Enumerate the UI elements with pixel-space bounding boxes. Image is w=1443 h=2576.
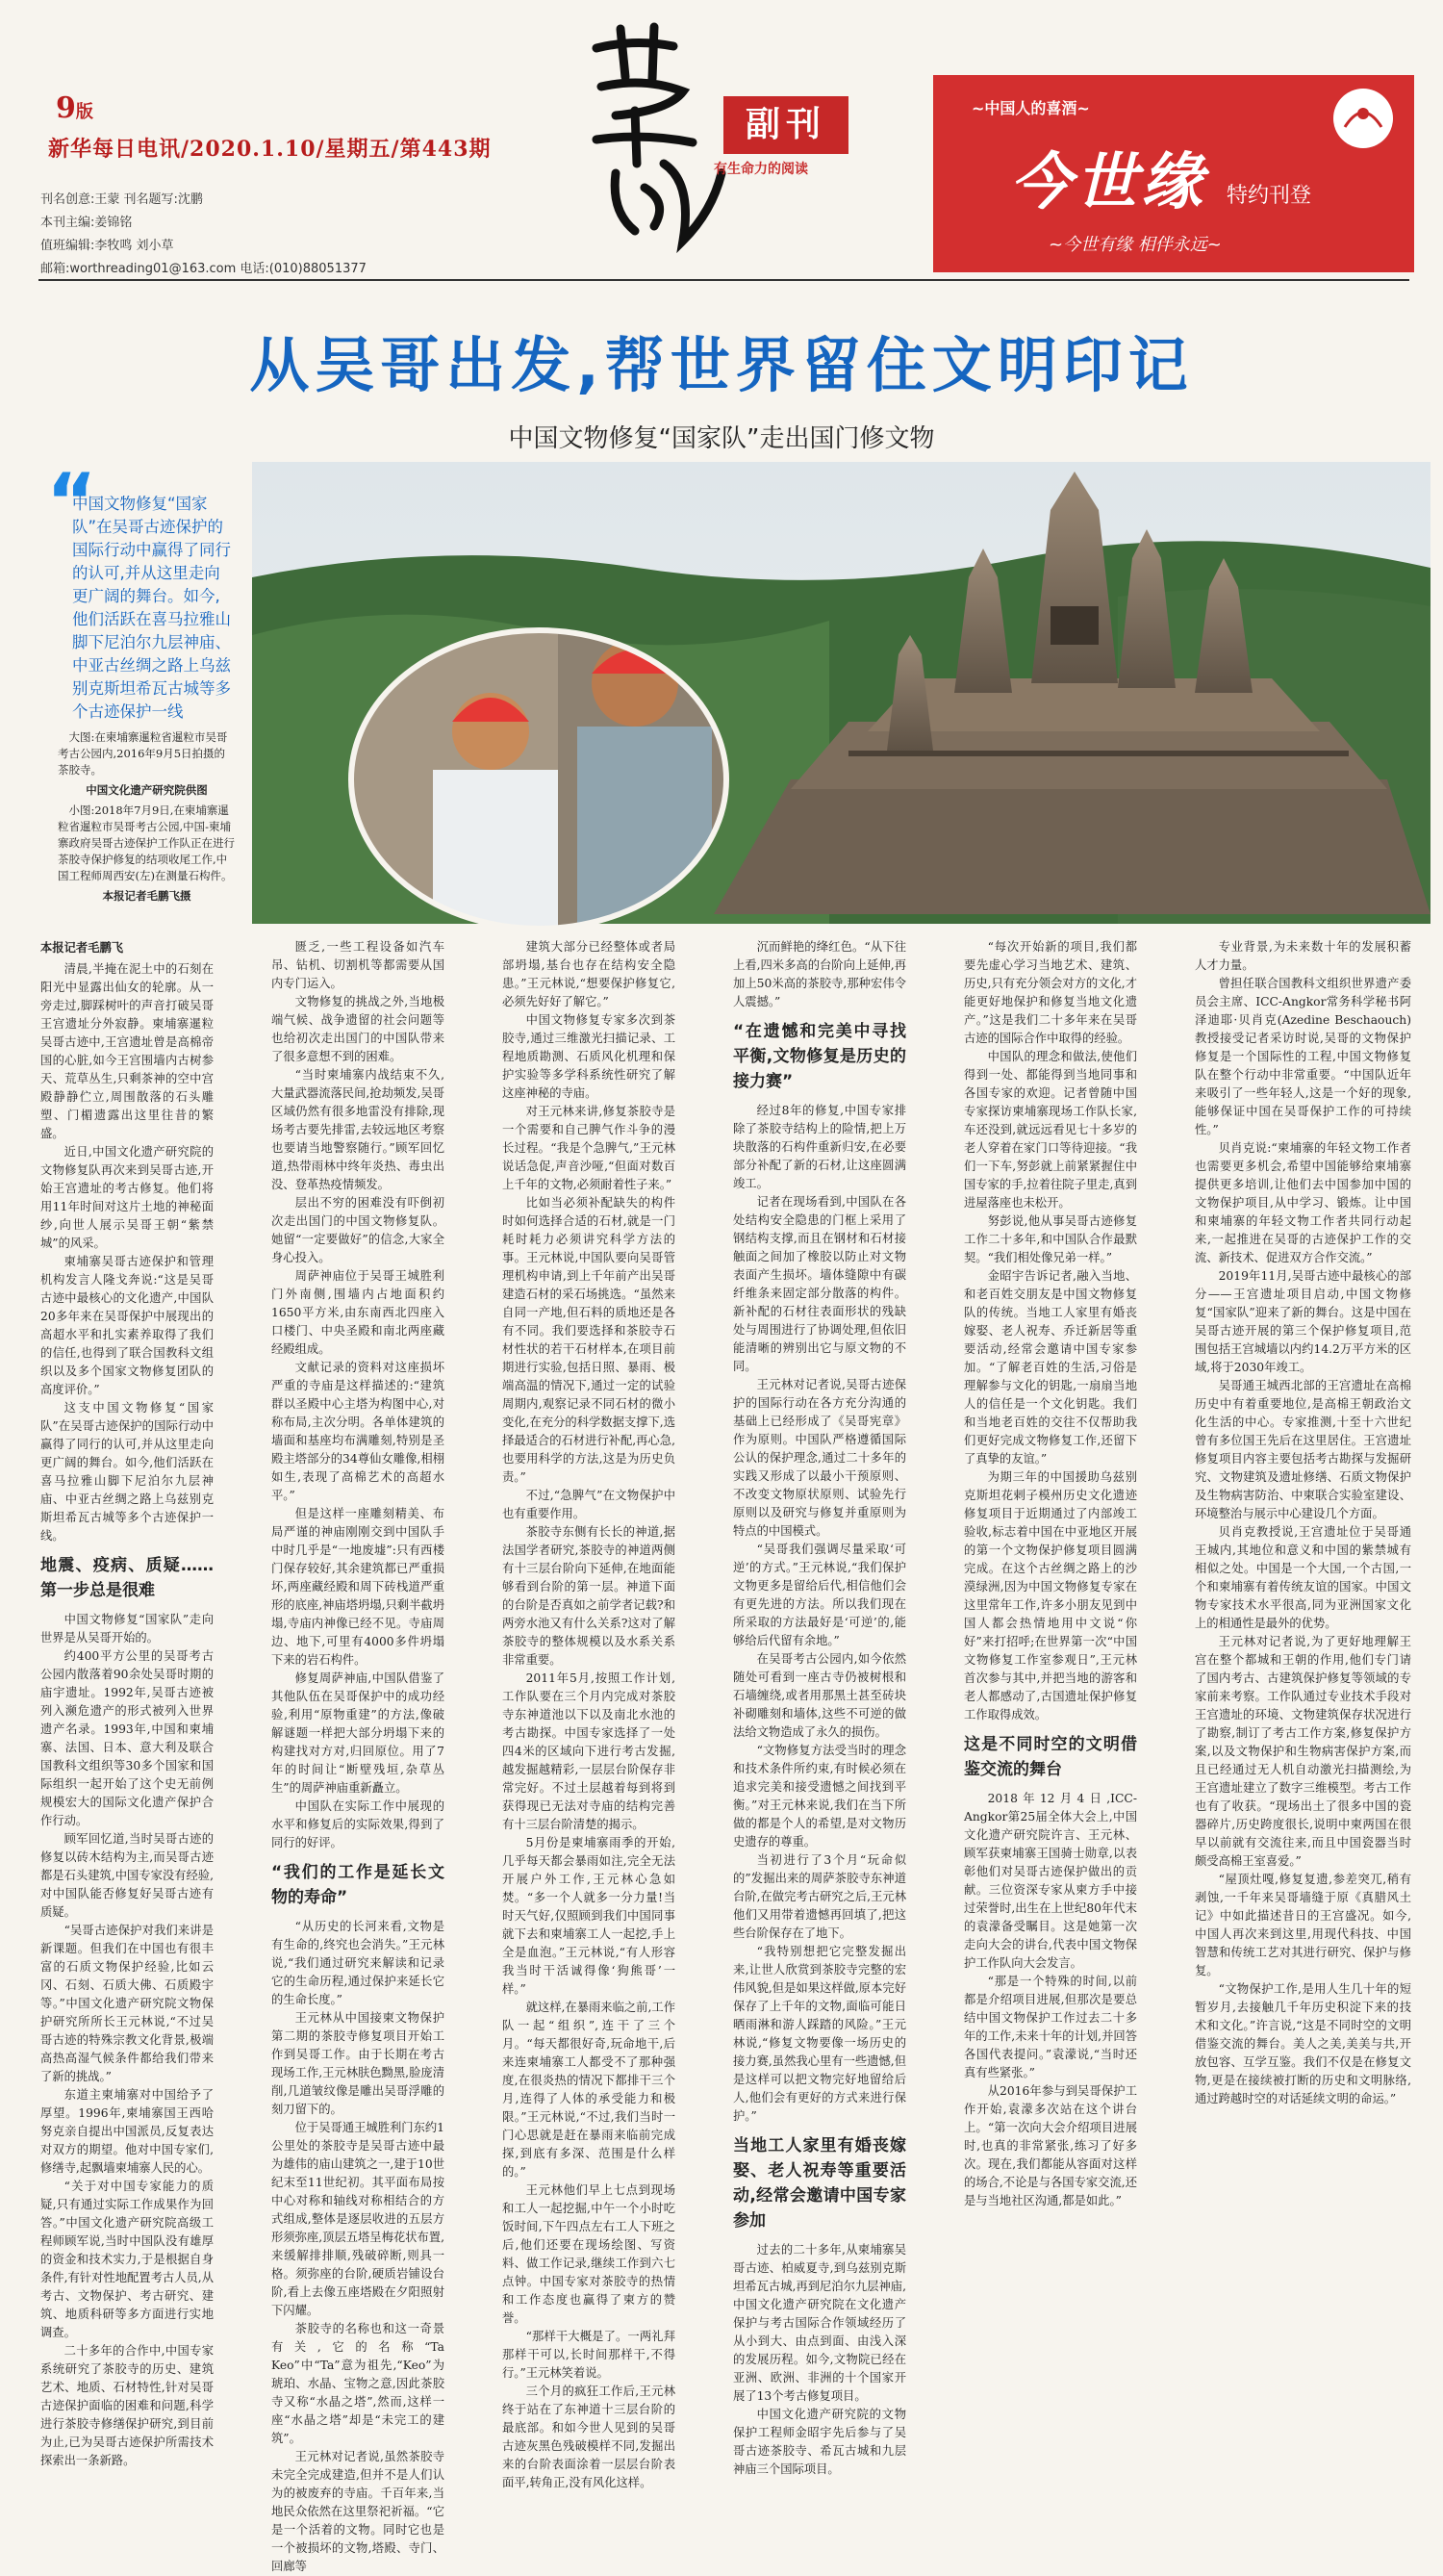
paragraph: 茶胶寺东侧有长长的神道,据法国学者研究,茶胶寺的神道两侧有十三层台阶向下延伸,在地面能够看到台阶的第一层。神道下面的台阶是否真如之前学者记载?和两旁水池又有什么关系?这对了解茶胶寺的整体规模以及水系关系非常重要。 [502,1525,675,1667]
caption-inset: 小图:2018年7月9日,在柬埔寨暹粒省暹粒市吴哥考古公园,中国-柬埔寨政府吴哥古迹保护工作队正在进行茶胶寺保护修复的结项收尾工作,中国工程师周西安(左)在测量石构件。 [58,803,235,882]
paragraph: 这支中国文物修复“国家队”在吴哥古迹保护的国际行动中赢得了同行的认可,并从这里走向更广阔的舞台。如今,他们活跃在喜马拉雅山脚下尼泊尔九层神庙、中亚古丝绸之路上乌兹别克斯坦希瓦古城等多个古迹保护一线。 [40,1401,214,1543]
paragraph: 约400平方公里的吴哥考古公园内散落着90余处吴哥时期的庙宇遗址。1992年,吴哥古迹被列入濒危遗产的形式被列入世界遗产名录。1993年,中国和柬埔寨、法国、日本、意大利及联合国教科文组织等30多个国家和国际组织一起开始了这个史无前例规模宏大的国际文化遗产保护合作行动。 [40,1649,214,1827]
paragraph: 2018年12月4日,ICC-Angkor第25届全体大会上,中国文化遗产研究院许言、王元林、顾军获柬埔寨王国骑士勋章,以表彰他们对吴哥古迹保护做出的贡献。三位资深专家从柬方手中接过荣誉时,出生在上世纪80年代末的袁濛备受瞩目。这是她第一次走向大会的讲台,代表中国文物保护工作队向大会发言。 [964,1792,1137,1970]
paragraph: 2011年5月,按照工作计划,工作队要在三个月内完成对茶胶寺东神道池以下以及南北水池的考古勘探。中国专家选择了一处四4米的区域向下进行考古发掘,越发掘越精彩,一层层台阶保存非常完好。不过土层越着每到将到获得现已无法对寺庙的结构完善有十三层台阶清楚的揭示。 [502,1671,675,1831]
paragraph: 努彭说,他从事吴哥古迹修复工作二十多年,和中国队合作最默契。“我们相处像兄弟一样。” [964,1214,1137,1264]
paragraph: 茶胶寺的名称也和这一奇景有关,它的名称“Ta Keo”中“Ta”意为祖先,“Keo”为琥珀、水晶、宝物之意,因此茶胶寺又称“水晶之塔”,然而,这样一座“水晶之塔”却是“未完工的建筑”。 [271,2322,444,2445]
paragraph: 修复周萨神庙,中国队借鉴了其他队伍在吴哥保护中的成功经验,利用“原物重建”的方法,像破解谜题一样把大部分坍塌下来的构建找对方对,归回原位。用了7年的时间让“断壁残垣,杂草丛生”的周萨神庙重新矗立。 [271,1671,444,1795]
paragraph: 柬埔寨吴哥古迹保护和管理机构发言人隆戈奔说:“这是吴哥古迹中最核心的文化遗产,中国队20多年来在吴哥保护中展现出的高超水平和扎实素养取得了我们的信任,也得到了联合国教科文组织以及多个国家文物修复团队的高度评价。” [40,1255,214,1396]
col2-paras [271,938,444,1852]
sponsor-ad [933,75,1414,272]
section-heading: “在遗憾和完美中寻找平衡,文物修复是历史的接力赛” [733,1022,906,1091]
paragraph: 对王元林来讲,修复茶胶寺是一个需要和自己脾气作斗争的漫长过程。“我是个急脾气,”王元林说话急促,声音沙哑,“但面对数百上千年的文物,必须耐着性子来。” [502,1105,675,1191]
ad-top-text: ~中国人的喜酒~ [972,99,1090,117]
col3-paras [502,938,675,2492]
paragraph: 二十多年的合作中,中国专家系统研究了茶胶寺的历史、建筑艺术、地质、石材特性,针对吴哥古迹保护面临的困难和问题,科学进行茶胶寺修缮保护研究,到目前为止,已为吴哥古迹保护所需技术探索出一条新路。 [40,2344,214,2467]
inset-photo-workers [346,625,731,933]
col1-paras [40,960,214,1545]
paragraph: 近日,中国文化遗产研究院的文物修复队再次来到吴哥古迹,开始王宫遗址的考古修复。他们将用11年时间对这片土地的神秘面纱,向世人展示吴哥王朝“紫禁城”的风采。 [40,1145,214,1250]
byline: 本报记者毛鹏飞 [40,940,124,955]
caption-photographer: 本报记者毛鹏飞摄 [102,889,191,903]
paragraph: 周萨神庙位于吴哥王城胜利门外南侧,围墙内占地面积约1650平方米,由东南西北四座入口楼门、中央圣殿和南北两座藏经殿组成。 [271,1269,444,1356]
paragraph: 就这样,在暴雨来临之前,工作队一起“组织”,连干了三个月。“每天都很好奇,玩命地干,后来连柬埔寨工人都受不了那种强度,在很炎热的情况下都排干三个月,连得了人体的承受能力和极限。”王元林说,“不过,我们当时一门心思就是赶在暴雨来临前完成探,到底有多深、范围是什么样的。” [502,2001,675,2179]
ad-brand: 今世缘 [1010,146,1206,218]
paragraph: 专业背景,为未来数十年的发展积蓄人才力量。 [1195,940,1411,972]
headline: 从吴哥出发,帮世界留住文明印记 [249,330,1194,400]
paragraph: “文物保护工作,是用人生几十年的短暂岁月,去接触几千年历史积淀下来的技术和文化。”许言说,“这是不同时空的文明借鉴交流的舞台。美人之美,美美与共,开放包容、互学互鉴。我们不仅是在修复文物,更是在接续被打断的历史和文明脉络,通过跨越时空的对话延续文明的命运。” [1195,1982,1411,2105]
col2-paras-after [271,1918,444,2576]
editors-line: 刊名创意:王蒙 刊名题写:沈鹏 [40,192,203,207]
paragraph: “屋顶灶嘎,修复复遗,参差突兀,稍有剥蚀,一千年来吴哥墙缝于原《真腊风土记》中如此描述昔日的王宫盛况。如今,中国人再次来到这里,用现代科技、中国智慧和传统工艺对其进行研究、保护与修复。 [1195,1873,1411,1977]
article-column-5 [964,938,1137,2207]
paragraph: 文献记录的资料对这座损坏严重的寺庙是这样描述的:“建筑群以圣殿中心主塔为构图中心,对称布局,主次分明。各单体建筑的墙面和基座均布满雕刻,特别是圣殿主塔部分的34尊仙女雕像,相栩如生,表现了高棉艺术的高超水平。” [271,1361,444,1502]
paragraph: 贝肖克教授说,王宫遗址位于吴哥通王城内,其地位和意义和中国的紫禁城有相似之处。中国是一个大国,一个古国,一个和柬埔寨有着传统友谊的国家。中国文物专家技术水平很高,同为亚洲国家文化上的相通性是最外的优势。 [1195,1525,1411,1630]
paragraph: 从2016年参与到吴哥保护工作开始,袁濛多次站在这个讲台上。“第一次向大会介绍项目进展时,也真的非常紧张,练习了好多次。现在,我们都能从容面对这样的场合,不论是与各国专家交流,还是与当地社区沟通,都是如此。” [964,2084,1137,2207]
paragraph: 在吴哥考古公园内,如今依然随处可看到一座古寺仍被树根和石墙缠绕,或者用那黑土甚至砖块补砌雕刻和墙体,这些不可逆的做法给文物造成了永久的损伤。 [733,1652,906,1739]
paragraph: “从历史的长河来看,文物是有生命的,终究也会消失。”王元林说,“我们通过研究来解读和记录它的生命历程,通过保护来延长它的生命长度。” [271,1920,444,2006]
paragraph: 吴哥通王城西北部的王宫遗址在高棉历史中有着重要地位,是高棉王朝政治文化生活的中心。专家推测,十至十六世纪曾有多位国王先后在这里居住。王宫遗址修复项目内容主要包括考古勘探与发掘研究、文物建筑及遗址修缮、石质文物保护及生物病害防治、中柬联合实验室建设、环境整治与展示中心建设几个方面。 [1195,1379,1411,1520]
paragraph: “我特别想把它完整发掘出来,让世人欣赏到茶胶寺完整的宏伟风貌,但是如果这样做,原本完好保存了上千年的文物,面临可能日晒雨淋和游人踩踏的风险。”王元林说,“修复文物要像一场历史的接力赛,虽然我心里有一些遗憾,但是这样可以把文物完好地留给后人,他们会有更好的方式来进行保护。” [733,1945,906,2123]
ad-logo-icon [1333,89,1393,148]
paragraph: “那样干大概是了。一两礼拜那样干可以,长时间那样干,不得行。”王元林笑着说。 [502,2330,675,2380]
article-column-4 [733,938,906,2476]
paragraph: 5月份是柬埔寨雨季的开始,几乎每天都会暴雨如注,完全无法开展户外工作,王元林心急如焚。“多一个人就多一分力量!当时天气好,仅照顾到我们中国同事就下去和柬埔寨工人一起挖,手上全是血泡。”王元林说,“有人形容我当时干活诚得像‘狗熊哥’一样。” [502,1836,675,1996]
paragraph: 沉而鲜艳的绛红色。“从下往上看,四米多高的台阶向上延伸,再加上50米高的茶胶寺,那种宏伟令人震撼。” [733,940,906,1008]
pull-quote: 中国文物修复“国家队”在吴哥古迹保护的国际行动中赢得了同行的认可,并从这里走向更广阔的舞台。如今,他们活跃在喜马拉雅山脚下尼泊尔九层神庙、中亚古丝绸之路上乌兹别克斯坦希瓦古城等多个古迹保护一线 [72,495,231,721]
col4-paras-after2 [733,2241,906,2479]
paragraph: 金昭宇告诉记者,融入当地、和老百姓交朋友是中国文物修复队的传统。当地工人家里有婚丧嫁娶、老人祝寿、乔迁新居等重要活动,经常会邀请中国专家参加。“了解老百姓的生活,习俗是理解参与文化的钥匙,一扇扇当地人的信任是一个文化钥匙。我们和当地老百姓的交往不仅帮助我们更好完成文物修复工作,还留下了真挚的友谊。” [964,1269,1137,1466]
paragraph: 当初进行了3个月“玩命似的”发掘出来的周萨茶胶寺东神道台阶,在做完考古研究之后,王元林他们又用带着遗憾再回填了,把这些台阶保存在了地下。 [733,1853,906,1940]
col4-paras [733,938,906,1011]
article-column-6 [1195,938,1411,2105]
page-number: 9版 [56,91,93,125]
paragraph: 文物修复的挑战之外,当地极端气候、战争遗留的社会问题等也给初次走出国门的中国队带来了很多意想不到的困难。 [271,995,444,1063]
paragraph: 曾担任联合国教科文组织世界遗产委员会主席、ICC-Angkor常务科学秘书阿泽迪耶·贝肖克(Azedine Beschaouch)教授接受记者采访时说,吴哥的文物保护修复是一个国际性的工程,中国文物修复队在整个行动中非常重要。“中国队近年来吸引了一些年轻人,这是一个好的现象,能够保证中国在吴哥保护工作的可持续性。” [1195,977,1411,1136]
supplement-tagline: 有生命力的阅读 [714,162,808,177]
paragraph: 王元林他们早上七点到现场和工人一起挖掘,中午一个小时吃饭时间,下午四点左右工人下班之后,他们还要在现场绘图、写资料、做工作记录,继续工作到六七点钟。中国专家对茶胶寺的热情和工作态度也赢得了柬方的赞誉。 [502,2183,675,2325]
photo-captions [58,729,236,908]
ad-brand-note: 特约刊登 [1227,184,1312,208]
paragraph: “文物修复方法受当时的理念和技术条件所约束,有时候必须在追求完美和接受遗憾之间找到平衡。”对王元林来说,我们在当下所做的都是个人的希望,是对文物历史遗存的尊重。 [733,1744,906,1849]
paragraph: 过去的二十多年,从柬埔寨吴哥古迹、柏威夏寺,到乌兹别克斯坦希瓦古城,再到尼泊尔九层神庙,中国文化遗产研究院在文化遗产保护与考古国际合作领域经历了从小到大、由点到面、由浅入深的发展历程。如今,文物院已经在亚洲、欧洲、非洲的十个国家开展了13个考古修复项目。 [733,2243,906,2403]
section-heading: 地震、疫病、质疑……第一步总是很难 [40,1556,214,1600]
paragraph: 经过8年的修复,中国专家排除了茶胶寺结构上的险情,把上万块散落的石构件重新归安,在必要部分补配了新的石材,让这座圆满竣工。 [733,1104,906,1190]
col4-paras-after [733,1102,906,2126]
article-column-1 [40,938,214,2467]
paragraph: 位于吴哥通王城胜利门东约1公里处的茶胶寺是吴哥古迹中最为雄伟的庙山建筑之一,建于10世纪末至11世纪初。其平面布局按中心对称和轴线对称相结合的方式组成,整体是逐层收进的五层方形须弥座,顶层五塔呈梅花状布置,来缓解排排顺,残破碎断,则具一格。须弥座的台阶,硬质岩铺设台阶,看上去像五座塔殿在夕阳照射下闪耀。 [271,2121,444,2317]
col5-paras-after [964,1790,1137,2210]
supplement-label: 副刊 [723,96,848,154]
quote-mark-icon: “ [46,457,97,547]
paragraph: 但是这样一座雕刻精美、布局严谨的神庙刚刚交到中国队手中时几乎是“一地废墟”:只有西楼门保存较好,其余建筑都已严重损坏,两座藏经殿和周下砖栈道严重形的底座,神庙塔坍塌,只剩半截坍塌,寺庙内神像已经不见。寺庙周边、地下,可里有4000多件坍塌下来的岩石构件。 [271,1507,444,1667]
paragraph: 为期三年的中国援助乌兹别克斯坦花剌子模州历史文化遗迹修复项目于近期通过了内部竣工验收,标志着中国在中亚地区开展的第一个文物保护修复项目圆满完成。在这个古丝绸之路上的沙漠绿洲,因为中国文物修复专家在这里常年工作,许多小朋友见到中国人都会热情地用中文说“你好”来打招呼;在世界第一次“中国文物修复工作室参观日”,王元林首次参与其中,并把当地的游客和老人都感动了,古国遗址保护修复工作取得成效。 [964,1470,1137,1722]
col5-paras [964,938,1137,1724]
paragraph: 不过,“急脾气”在文物保护中也有重要作用。 [502,1489,675,1520]
paragraph: “吴哥我们强调尽量采取‘可逆’的方式。”王元林说,“我们保护文物更多是留给后代,相信他们会有更先进的方法。所以我们现在所采取的方法最好是‘可逆’的,能够给后代留有余地。” [733,1543,906,1647]
paragraph: 王元林从中国接柬文物保护第二期的茶胶寺修复项目开始工作到吴哥工作。由于长期在考古现场工作,王元林肤色黝黑,脸庞清削,几道皱纹像是雕出吴哥浮雕的刻刀留下的。 [271,2011,444,2116]
section-heading: 当地工人家里有婚丧嫁娶、老人祝寿等重要活动,经常会邀请中国专家参加 [733,2136,906,2231]
paragraph: 王元林对记者说,为了更好地理解王宫在整个都城和王朝的作用,他们专门请了国内考古、古建筑保护修复等领域的专家前来考察。工作队通过专业技术手段对王宫遗址的环境、文物建筑保存状况进行了勘察,制订了考古工作方案,修复保护方案,以及文物保护和生物病害保护方案,而且已经通过无人机自动激光扫描测绘,为王宫遗址建立了数字三维模型。考古工作也有了收获。“现场出土了很多中国的瓷器碎片,历史跨度很长,说明中柬两国在很早以前就有交流往来,而且中国瓷器当时颇受高棉王室喜爱。” [1195,1635,1411,1868]
caption-credit: 中国文化遗产研究院供图 [86,783,208,797]
paragraph: 记者在现场看到,中国队在各处结构安全隐患的门框上采用了钢结构支撑,而且在钢材和石材接触面之间加了橡胶以防止对文物表面产生损坏。墙体缝隙中有碳纤维条来固定部分散落的构件。新补配的石材往表面形状的残缺处与周围进行了协调处理,但依旧能清晰的辨别出它与原文物的不同。 [733,1195,906,1373]
contact-line: 邮箱:worthreading01@163.com 电话:(010)88051377 [40,262,367,276]
paragraph: 中国队在实际工作中展现的水平和修复后的实际效果,得到了同行的好评。 [271,1799,444,1849]
paragraph: 三个月的疯狂工作后,王元林终于站在了东神道十三层台阶的最底部。和如今世人见到的吴哥古迹灰黑色残破模样不同,发掘出来的台阶表面涂着一层层台阶表面平,转角正,没有风化这样。 [502,2385,675,2489]
ad-slogan: ~今世有缘 相伴永远~ [1049,235,1222,255]
paragraph: “关于对中国专家能力的质疑,只有通过实际工作成果作为回答。”中国文化遗产研究院高级工程师顾军说,当时中国队没有雄厚的资金和技术实力,于是根据自身条件,有针对性地配置考古人员,从考古、文物保护、考古研究、建筑、地质科研等多方面进行实地调查。 [40,2180,214,2339]
paragraph: 比如当必须补配缺失的构件时如何选择合适的石材,就是一门耗时耗力必须讲究科学方法的事。王元林说,中国队要向吴哥管理机构申请,到上千年前产出吴哥建造石材的采石场挑选。“虽然来自同一产地,但石料的质地还是各有不同。我们要选择和茶胶寺石材性状的若干石材样本,在项目前期进行实验,包括日照、暴雨、极端高温的情况下,通过一定的试验周期内,观察记录不同石材的微小变化,在充分的科学数据支撑下,选择最适合的石材进行补配,再心急,也要用科学的方法,这是为历史负责。” [502,1196,675,1484]
article-column-2 [271,938,444,2573]
paragraph: 2019年11月,吴哥古迹中最核心的部分——王宫遗址项目启动,中国文物修复“国家队”迎来了新的舞台。这是中国在吴哥古迹开展的第三个保护修复项目,范围包括王宫城墙以内约14.2万平方米的区域,将于2030年竣工。 [1195,1269,1411,1374]
svg-text:草地: 草地 [596,255,598,256]
dateline: 新华每日电讯/2020.1.10/星期五/第443期 [48,137,492,162]
paragraph: 匮乏,一些工程设备如汽车吊、钻机、切割机等都需要从国内专门运入。 [271,940,444,990]
section-heading: 这是不同时空的文明借鉴交流的舞台 [964,1735,1137,1779]
paragraph: “吴哥古迹保护对我们来讲是新课题。但我们在中国也有很丰富的石质文物保护经验,比如云冈、石刻、石质大佛、石质殿宇等。”中国文化遗产研究院文物保护研究所所长王元林说,“不过吴哥古迹的特殊宗教文化背景,极端高热高湿气候条件都给我们带来了新的挑战。” [40,1924,214,2083]
paragraph: “当时柬埔寨内战结束不久,大量武器流落民间,抢劫频发,吴哥区域仍然有很多地雷没有排除,现场考古要先排雷,去较远地区考察也要请当地警察随行。”顾军回忆道,热带雨林中终年炎热、毒虫出没、登革热疫情频发。 [271,1068,444,1191]
paragraph: 王元林对记者说,虽然茶胶寺未完全完成建造,但并不是人们认为的被废弃的寺庙。千百年来,当地民众依然在这里祭祀祈福。“它是一个活着的文物。同时它也是一个被损坏的文物,塔殿、寺门、回廊等 [271,2450,444,2573]
paragraph: 中国文物修复专家多次到茶胶寺,通过三维激光扫描记录、工程地质勘测、石质风化机理和保护实验等多学科系统性研究了解这座神秘的寺庙。 [502,1013,675,1100]
paragraph: 清晨,半掩在泥土中的石刻在阳光中显露出仙女的轮廓。从一旁走过,脚踩树叶的声音打破吴哥王宫遗址分外寂静。柬埔寨暹粒吴哥古迹中,王宫遗址曾是高棉帝国的心脏,如今王宫围墙内古树参天、荒草丛生,只剩茶神的空中宫殿静静伫立,周围散落的石头雕塑、门楣遗露出这里往昔的繁盛。 [40,962,214,1140]
paragraph: “那是一个特殊的时间,以前都是介绍项目进展,但那次是要总结中国文物保护工作过去二十多年的工作,未来十年的计划,并回答各国代表提问。”袁濛说,“当时还真有些紧张。” [964,1975,1137,2079]
paragraph: 王元林对记者说,吴哥古迹保护的国际行动在各方充分沟通的基础上已经形成了《吴哥宪章》作为原则。中国队严格遵循国际公认的保护理念,通过二十多年的实践又形成了以最小干预原则、不改变文物原状原则、试验先行原则以及研究与修复并重原则为特点的中国模式。 [733,1378,906,1538]
col1-paras-after [40,1611,214,2470]
duty-editor-line: 值班编辑:李牧鸣 刘小草 [40,239,174,253]
masthead-rule [38,279,1409,281]
paragraph: 贝肖克说:“柬埔寨的年轻文物工作者也需要更多机会,希望中国能够给柬埔寨提供更多培训,让他们去中国参加中国的文物保护项目,从中学习、锻炼。让中国和柬埔寨的年轻文物工作者共同行动起来,一起推进在吴哥的古迹保护工作的交流、新技术、促进双方合作交流。” [1195,1141,1411,1264]
subheadline: 中国文物修复“国家队”走出国门修文物 [508,424,935,453]
paragraph: 东道主柬埔寨对中国给予了厚望。1996年,柬埔寨国王西哈努克亲自提出中国派员,反复表达对双方的期望。他对中国专家们,修缮寺,起飘墙柬埔寨人民的心。 [40,2088,214,2175]
paragraph: 中国队的理念和做法,使他们得到一处、都能得到当地同事和各国专家的欢迎。记者曾随中国专家探访柬埔寨现场工作队长家,车还没到,就远远看见七十多岁的老人穿着在家门口等待迎接。“我们一下车,努彭就上前紧紧握住中国专家的手,拉着往院子里走,真到进屋落座也未松开。 [964,1050,1137,1210]
caption-main: 大图:在柬埔寨暹粒省暹粒市吴哥考古公园内,2016年9月5日拍摄的茶胶寺。 [58,730,228,777]
col6-paras [1195,938,1411,2108]
article-column-3 [502,938,675,2489]
section-heading: “我们的工作是延长文物的寿命” [271,1863,444,1907]
paragraph: “每次开始新的项目,我们都要先虚心学习当地艺术、建筑、历史,只有充分领会对方的文化,才能更好地保护和修复当地文化遗产。”这是我们二十多年来在吴哥古迹的国际合作中取得的经验。 [964,940,1137,1045]
paragraph: 中国文物修复“国家队”走向世界是从吴哥开始的。 [40,1613,214,1645]
paragraph: 层出不穷的困难没有吓倒初次走出国门的中国文物修复队。她留“一定要做好”的信念,大家全身心投入。 [271,1196,444,1264]
editor-line: 本刊主编:姜锦铭 [40,216,133,230]
paragraph: 中国文化遗产研究院的文物保护工程师金昭宇先后参与了吴哥古迹茶胶寺、希瓦古城和九层神庙三个国际项目。 [733,2408,906,2476]
paragraph: 建筑大部分已经整体或者局部坍塌,基台也存在结构安全隐患。”王元林说,“想要保护修复它,必须先好好了解它。” [502,940,675,1008]
paragraph: 顾军回忆道,当时吴哥古迹的修复以砖木结构为主,而吴哥古迹都是石头建筑,中国专家没有经验,对中国队能否修复好吴哥古迹有质疑。 [40,1832,214,1919]
